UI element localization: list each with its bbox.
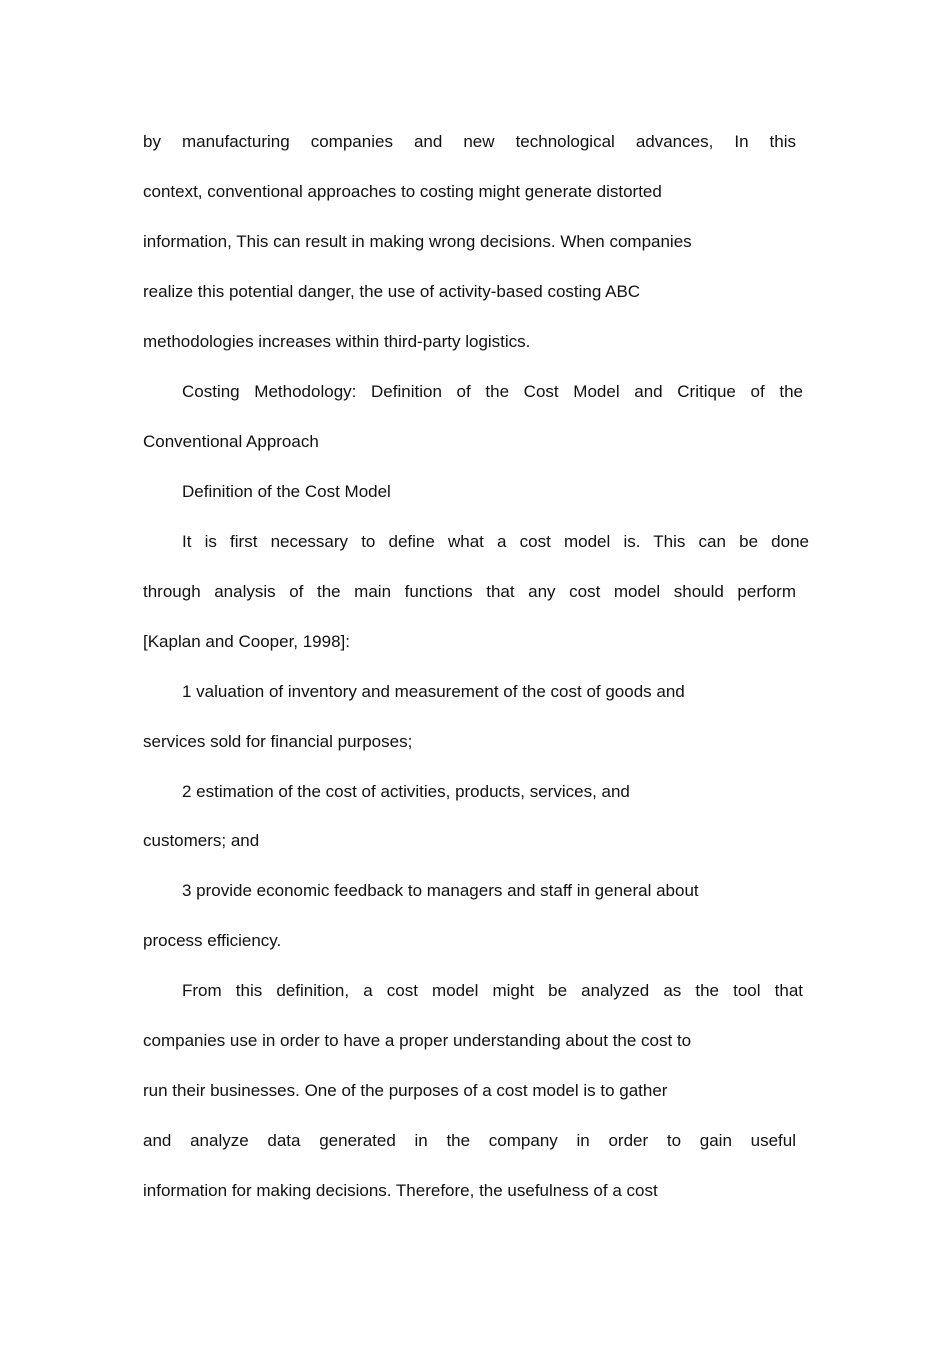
text-line: realize this potential danger, the use of activity-based costing ABC <box>143 282 641 301</box>
text-line: by manufacturing companies and new technological advances, In this <box>143 132 796 151</box>
section-heading: Costing Methodology: Definition of the Cost Model and Critique of the <box>182 382 803 401</box>
text-line: companies use in order to have a proper understanding about the cost to <box>143 1031 692 1050</box>
list-item-continuation: process efficiency. <box>143 931 282 950</box>
list-item: 2 estimation of the cost of activities, products, services, and <box>182 782 630 801</box>
text-line: information, This can result in making wrong decisions. When companies <box>143 232 692 251</box>
section-heading: Conventional Approach <box>143 432 319 451</box>
text-line: and analyze data generated in the company in order to gain useful <box>143 1131 796 1150</box>
text-line: information for making decisions. Therefore, the usefulness of a cost <box>143 1181 658 1200</box>
list-item-continuation: services sold for financial purposes; <box>143 732 413 751</box>
list-item-continuation: customers; and <box>143 831 260 850</box>
text-line: through analysis of the main functions that any cost model should perform <box>143 582 796 601</box>
list-item: 1 valuation of inventory and measurement of the cost of goods and <box>182 682 685 701</box>
text-line: context, conventional approaches to costing might generate distorted <box>143 182 662 201</box>
list-item: 3 provide economic feedback to managers and staff in general about <box>182 881 699 900</box>
text-line: methodologies increases within third-party logistics. <box>143 332 531 351</box>
text-line: From this definition, a cost model might be analyzed as the tool that <box>182 981 803 1000</box>
text-line: [Kaplan and Cooper, 1998]: <box>143 632 350 651</box>
text-line: run their businesses. One of the purposes of a cost model is to gather <box>143 1081 668 1100</box>
subsection-heading: Definition of the Cost Model <box>182 482 391 501</box>
text-line: It is first necessary to define what a cost model is. This can be done <box>182 532 809 551</box>
